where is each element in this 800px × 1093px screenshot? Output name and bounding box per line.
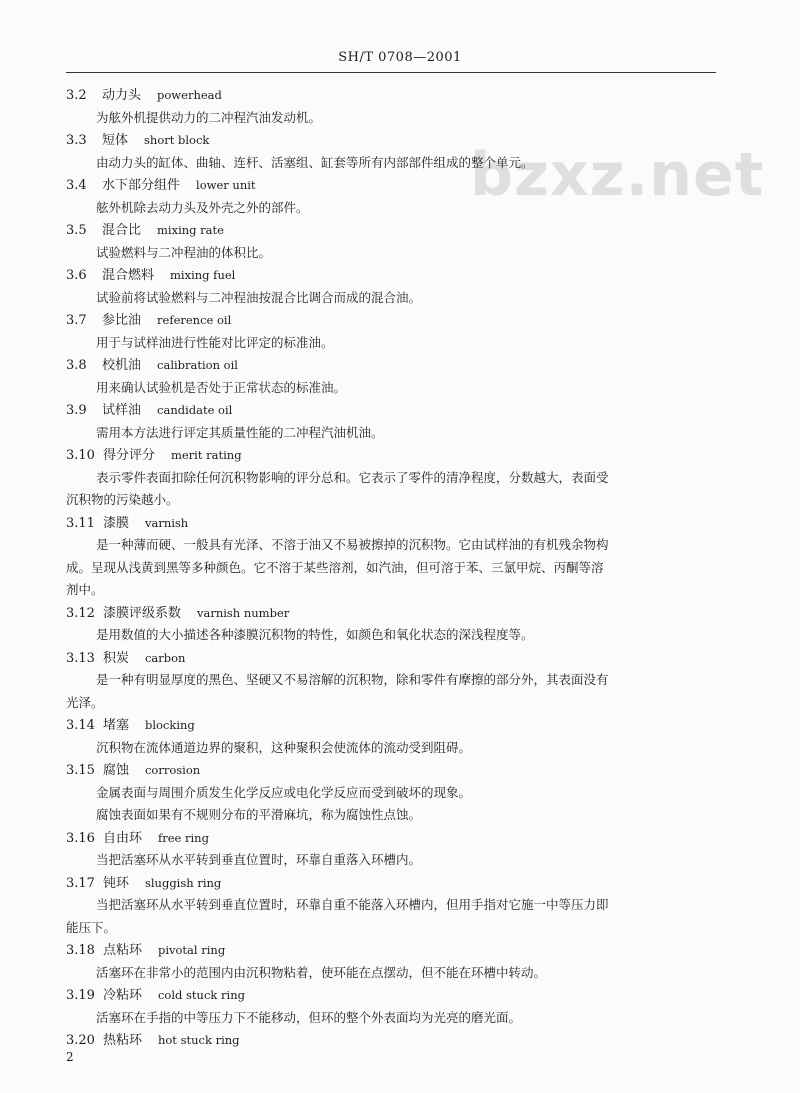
term-entry: [66, 1029, 726, 1052]
term-entry: [66, 714, 726, 759]
header-rule: [66, 72, 716, 73]
definition-line: 当把活塞环从水平转到垂直位置时，环靠自重落入环槽内。: [96, 852, 422, 867]
definition-line: 用来确认试验机是否处于正常状态的标准油。: [96, 379, 347, 395]
term-chinese: 积炭: [102, 650, 129, 666]
term-number: 3.10: [66, 448, 95, 463]
term-heading: [66, 647, 726, 670]
term-chinese: 自由环: [102, 830, 142, 846]
term-number: 3.9: [66, 403, 87, 418]
term-chinese: 动力头: [102, 88, 142, 103]
term-english: mixing rate: [157, 223, 224, 237]
term-chinese: 混合燃料: [102, 268, 155, 283]
term-heading: [66, 174, 726, 197]
term-number: 3.7: [66, 313, 87, 328]
term-entry: [66, 399, 726, 444]
term-chinese: 短体: [102, 133, 129, 148]
term-english: corrosion: [144, 763, 201, 777]
definition-line: 金属表面与周围介质发生化学反应或电化学反应而受到破坏的现象。: [96, 784, 472, 800]
definition-line: 舷外机除去动力头及外壳之外的部件。: [96, 199, 309, 215]
definition-line: 沉积物在流体通道边界的聚积，这种聚积会使流体的流动受到阻碍。: [96, 739, 472, 755]
watermark: bzxz.net: [470, 140, 765, 210]
term-number: 3.20: [66, 1033, 95, 1048]
term-heading: [66, 714, 726, 737]
term-english: short block: [144, 133, 210, 147]
term-heading: [66, 759, 726, 782]
term-english: blocking: [144, 718, 195, 732]
term-chinese: 试样油: [102, 403, 142, 418]
term-entry: [66, 354, 726, 399]
term-chinese: 钝环: [102, 875, 129, 891]
definition-line: 能压下。: [66, 919, 117, 935]
definition-line: 活塞环在非常小的范围内由沉积物粘着，使环能在点摆动，但不能在环槽中转动。: [96, 964, 547, 980]
term-entry: [66, 174, 726, 219]
term-heading: [66, 602, 726, 625]
term-entry: [66, 219, 726, 264]
term-chinese: 参比油: [102, 313, 142, 328]
term-heading: [66, 129, 726, 152]
term-entry: [66, 129, 726, 174]
definition-line: 试验燃料与二冲程油的体积比。: [96, 244, 272, 260]
term-number: 3.15: [66, 763, 95, 778]
term-number: 3.8: [66, 358, 87, 373]
term-number: 3.3: [66, 133, 87, 148]
term-english: powerhead: [157, 88, 222, 102]
term-entry: [66, 309, 726, 354]
term-heading: [66, 512, 726, 535]
definition-line: 剂中。: [66, 582, 104, 597]
term-number: 3.13: [66, 650, 95, 666]
term-entry: [66, 602, 726, 647]
term-chinese: 漆膜评级系数: [102, 605, 181, 621]
term-chinese: 腐蚀: [102, 763, 129, 778]
term-number: 3.5: [66, 223, 87, 238]
term-english: varnish: [144, 515, 189, 530]
term-english: reference oil: [157, 313, 232, 327]
term-entry: [66, 827, 726, 872]
term-heading: [66, 84, 726, 107]
term-heading: [66, 354, 726, 377]
term-number: 3.17: [66, 875, 95, 891]
term-entry: [66, 647, 726, 715]
term-entry: [66, 939, 726, 984]
definition-line: 为舷外机提供动力的二冲程汽油发动机。: [96, 109, 322, 125]
term-entry: [66, 84, 726, 129]
term-english: free ring: [157, 830, 209, 845]
term-number: 3.16: [66, 830, 95, 846]
term-entry: [66, 759, 726, 827]
definition-line: 腐蚀表面如果有不规则分布的平滑麻坑，称为腐蚀性点蚀。: [96, 807, 422, 822]
term-heading: [66, 1029, 726, 1052]
term-heading: [66, 939, 726, 962]
term-english: mixing fuel: [170, 268, 236, 282]
definition-line: 是用数值的大小描述各种漆膜沉积物的特性，如颜色和氧化状态的深浅程度等。: [96, 627, 534, 642]
term-number: 3.18: [66, 943, 95, 958]
term-english: cold stuck ring: [157, 988, 245, 1002]
term-number: 3.4: [66, 178, 87, 193]
definitions-list: [66, 84, 726, 1052]
term-chinese: 冷粘环: [102, 988, 142, 1003]
term-english: calibration oil: [157, 358, 238, 372]
definition-line: 需用本方法进行评定其质量性能的二冲程汽油机油。: [96, 424, 384, 440]
definition-line: 沉积物的污染越小。: [66, 492, 179, 507]
term-number: 3.6: [66, 268, 87, 283]
term-english: hot stuck ring: [157, 1033, 240, 1047]
term-chinese: 堵塞: [102, 718, 129, 733]
definition-line: 是一种有明显厚度的黑色、坚硬又不易溶解的沉积物，除和零件有摩擦的部分外，其表面没有: [96, 672, 609, 687]
term-heading: [66, 309, 726, 332]
definition-line: 用于与试样油进行性能对比评定的标准油。: [96, 334, 334, 350]
term-chinese: 点粘环: [102, 943, 142, 958]
term-entry: [66, 444, 726, 512]
term-english: candidate oil: [157, 403, 233, 417]
definition-line: 试验前将试验燃料与二冲程油按混合比调合而成的混合油。: [96, 289, 422, 305]
term-heading: [66, 264, 726, 287]
term-english: carbon: [144, 650, 186, 665]
term-heading: [66, 219, 726, 242]
standard-code: SH/T 0708—2001: [338, 50, 462, 65]
term-heading: [66, 872, 726, 895]
term-chinese: 热粘环: [102, 1033, 142, 1048]
term-english: varnish number: [196, 605, 290, 620]
term-number: 3.2: [66, 88, 87, 103]
term-entry: [66, 984, 726, 1029]
term-number: 3.14: [66, 718, 95, 733]
term-chinese: 漆膜: [102, 515, 129, 531]
term-chinese: 混合比: [102, 223, 142, 238]
page-number: 2: [66, 1050, 74, 1064]
term-heading: [66, 399, 726, 422]
term-heading: [66, 827, 726, 850]
term-chinese: 水下部分组件: [102, 178, 181, 193]
definition-line: 是一种薄而硬、一般具有光泽、不溶于油又不易被擦掉的沉积物。它由试样油的有机残余物构: [96, 537, 609, 552]
term-entry: [66, 872, 726, 940]
term-number: 3.12: [66, 605, 95, 621]
term-english: merit rating: [170, 448, 242, 462]
definition-line: 当把活塞环从水平转到垂直位置时，环靠自重不能落入环槽内，但用手指对它施一中等压力即: [96, 897, 609, 912]
definition-line: 活塞环在手指的中等压力下不能移动，但环的整个外表面均为光亮的磨光面。: [96, 1009, 522, 1025]
term-chinese: 校机油: [102, 358, 142, 373]
definition-line: 由动力头的缸体、曲轴、连杆、活塞组、缸套等所有内部部件组成的整个单元。: [96, 154, 534, 170]
term-entry: [66, 264, 726, 309]
term-chinese: 得分评分: [102, 448, 155, 463]
term-number: 3.11: [66, 515, 95, 531]
term-english: lower unit: [196, 178, 256, 192]
term-number: 3.19: [66, 988, 95, 1003]
term-heading: [66, 444, 726, 467]
definition-line: 表示零件表面扣除任何沉积物影响的评分总和。它表示了零件的清净程度，分数越大，表面受: [96, 469, 609, 485]
term-english: sluggish ring: [144, 875, 222, 890]
term-heading: [66, 984, 726, 1007]
definition-line: 光泽。: [66, 694, 104, 710]
definition-line: 成。呈现从浅黄到黑等多种颜色。它不溶于某些溶剂，如汽油，但可溶于苯、三氯甲烷、丙酮等溶: [66, 559, 604, 575]
term-entry: [66, 512, 726, 602]
term-english: pivotal ring: [157, 943, 226, 957]
